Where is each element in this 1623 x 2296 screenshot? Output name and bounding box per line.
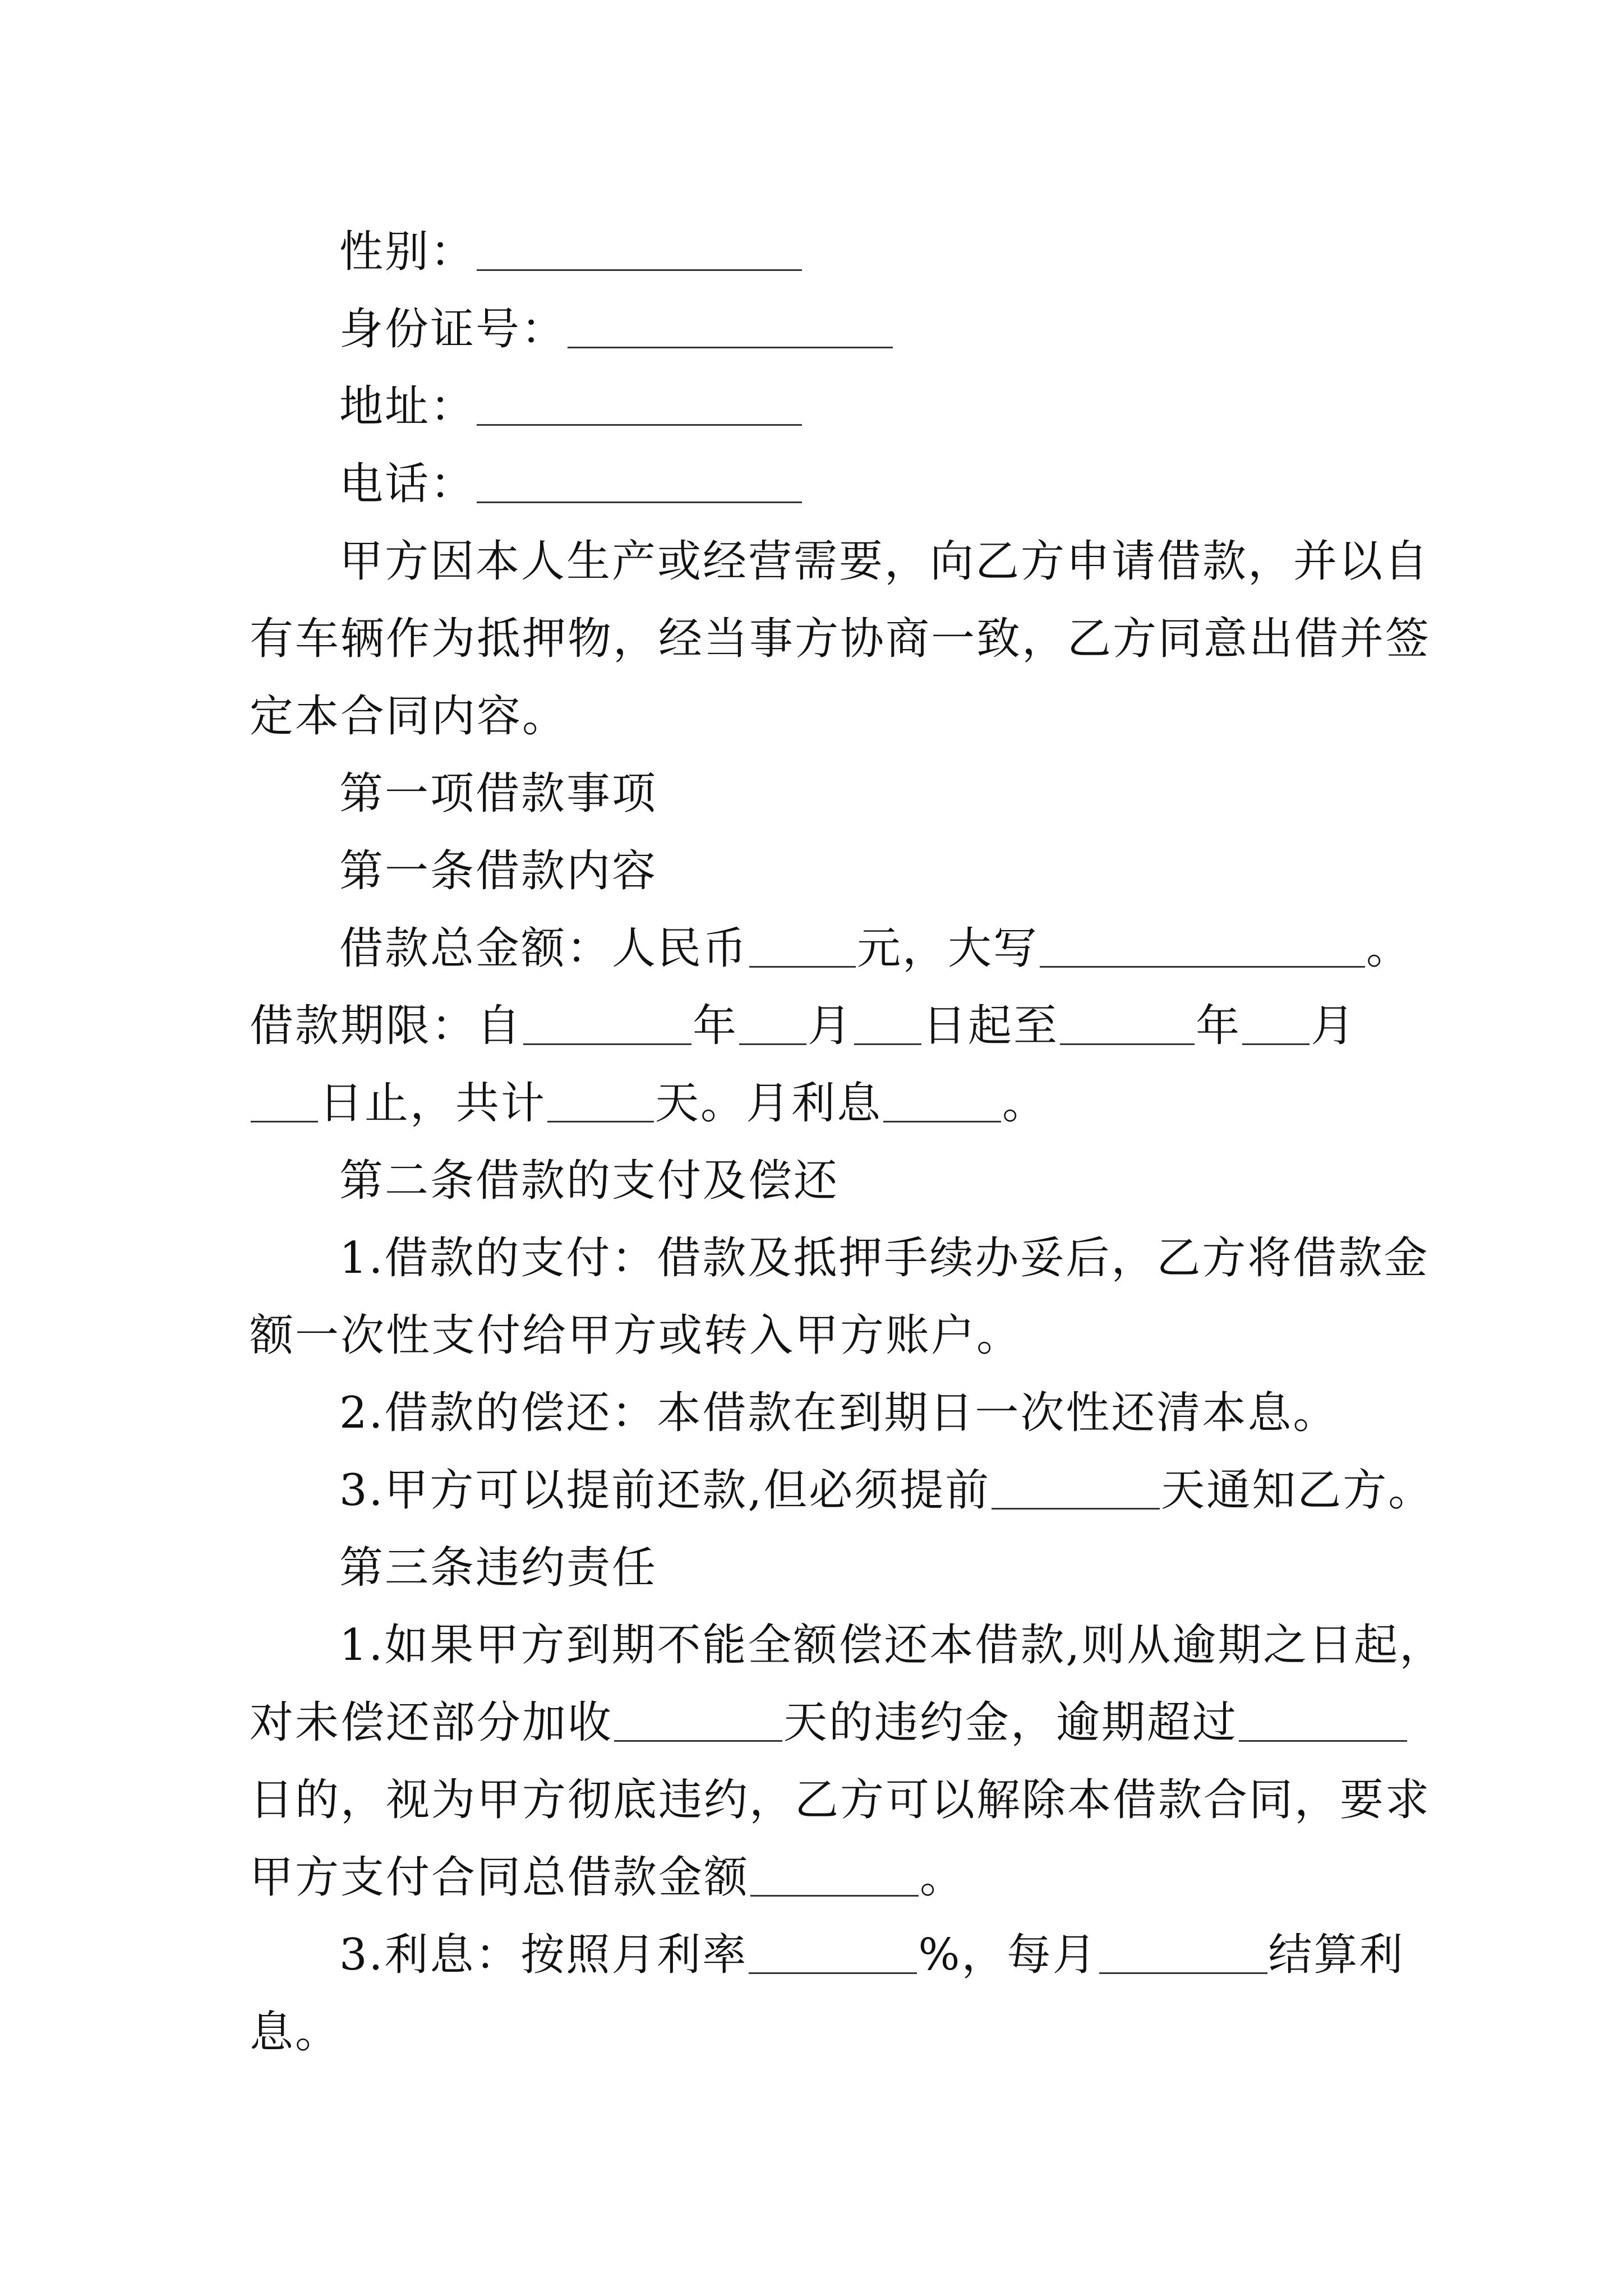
gender-label: 性别： (339, 227, 476, 277)
loan-total-line (250, 910, 1412, 987)
end-day-blank[interactable] (251, 1082, 318, 1122)
loan-term-line (250, 987, 1394, 1065)
intro-line-2: 有车辆作为抵押物，经当事方协商一致，乙方同意出借并签 (250, 614, 1431, 664)
year-label: 年 (693, 1001, 739, 1051)
total-amount-blank[interactable] (750, 1856, 919, 1897)
article3-p3-line2: 息。 (250, 2007, 341, 2058)
intro-line-1: 甲方因本人生产或经营需要，向乙方申请借款，并以自 (339, 536, 1430, 587)
end-month-blank[interactable] (1242, 1004, 1310, 1045)
start-year-blank[interactable] (523, 1004, 691, 1045)
article1-title: 第一条借款内容 (339, 846, 658, 896)
article3-p1-text-a: 对未偿还部分加收 (250, 1697, 614, 1748)
gender-blank[interactable] (477, 230, 802, 271)
article3-title: 第三条违约责任 (339, 1543, 658, 1593)
start-day-blank[interactable] (854, 1004, 921, 1045)
article3-p1-line4 (250, 1839, 1394, 1916)
article2-title: 第二条借款的支付及偿还 (339, 1156, 840, 1206)
article3-p3-text-b: %，每月 (918, 1930, 1098, 1980)
article3-p3-text-c: 结算利 (1268, 1930, 1405, 1980)
start-month-blank[interactable] (739, 1004, 806, 1045)
loan-period-end: 。 (1366, 923, 1412, 974)
phone-label: 电话： (339, 459, 476, 509)
id-blank[interactable] (568, 307, 893, 348)
contract-page (250, 213, 1445, 2071)
loan-amount-words-blank[interactable] (1040, 927, 1365, 968)
article3-p3-text-a: 3.利息：按照月利率 (339, 1930, 748, 1980)
article2-p1-line1: 1.借款的支付：借款及抵押手续办妥后，乙方将借款金 (339, 1233, 1430, 1283)
section1-title: 第一项借款事项 (339, 769, 658, 819)
monthly-interest-blank[interactable] (883, 1082, 1001, 1122)
article2-p3-text-b: 天通知乙方。 (1161, 1465, 1434, 1516)
day-until-label: 日止，共计 (319, 1078, 547, 1129)
phone-field (250, 445, 1394, 523)
loan-total-label: 借款总金额：人民币 (339, 923, 749, 974)
month2-label: 月 (1311, 1001, 1357, 1051)
article3-p1-line4-text: 甲方支付合同总借款金额 (250, 1852, 750, 1903)
loan-term-label: 借款期限：自 (250, 1001, 523, 1051)
month-label: 月 (808, 1001, 854, 1051)
phone-blank[interactable] (477, 462, 802, 503)
address-label: 地址： (339, 381, 476, 432)
overdue-days-blank[interactable] (1239, 1701, 1407, 1742)
day-from-label: 日起至 (923, 1001, 1059, 1051)
article3-p3 (250, 1916, 1405, 1994)
notice-days-blank[interactable] (992, 1469, 1160, 1510)
total-days-blank[interactable] (547, 1082, 654, 1122)
article2-p3 (250, 1452, 1434, 1529)
id-label: 身份证号： (339, 304, 567, 355)
end-year-blank[interactable] (1060, 1004, 1195, 1045)
intro-line-3: 定本合同内容。 (250, 691, 568, 742)
article2-p2: 2.借款的偿还：本借款在到期日一次性还清本息。 (339, 1388, 1339, 1438)
article3-p1-line4-punct: 。 (920, 1852, 966, 1903)
article3-p1-line1: 1.如果甲方到期不能全额偿还本借款,则从逾期之日起， (339, 1620, 1445, 1671)
loan-end-punct: 。 (1002, 1078, 1048, 1129)
settle-day-blank[interactable] (1099, 1933, 1267, 1974)
loan-yuan-label: 元，大写 (857, 923, 1039, 974)
loan-days-line (250, 1065, 1394, 1142)
article2-p1-line2: 额一次性支付给甲方或转入甲方账户。 (250, 1310, 1022, 1361)
monthly-rate-blank[interactable] (749, 1933, 917, 1974)
address-blank[interactable] (477, 385, 802, 426)
article3-p1-line2 (250, 1684, 1394, 1761)
article3-p1-line3: 日的，视为甲方彻底违约，乙方可以解除本借款合同，要求 (250, 1775, 1431, 1825)
loan-amount-blank[interactable] (749, 927, 856, 968)
days-label: 天。月利息 (655, 1078, 883, 1129)
address-field (250, 368, 1394, 445)
gender-field (250, 213, 1394, 291)
year2-label: 年 (1196, 1001, 1242, 1051)
article3-p1-text-b: 天的违约金，逾期超过 (783, 1697, 1238, 1748)
id-field (250, 291, 1394, 368)
article2-p3-text-a: 3.甲方可以提前还款,但必须提前 (339, 1465, 991, 1516)
penalty-days-blank[interactable] (614, 1701, 782, 1742)
